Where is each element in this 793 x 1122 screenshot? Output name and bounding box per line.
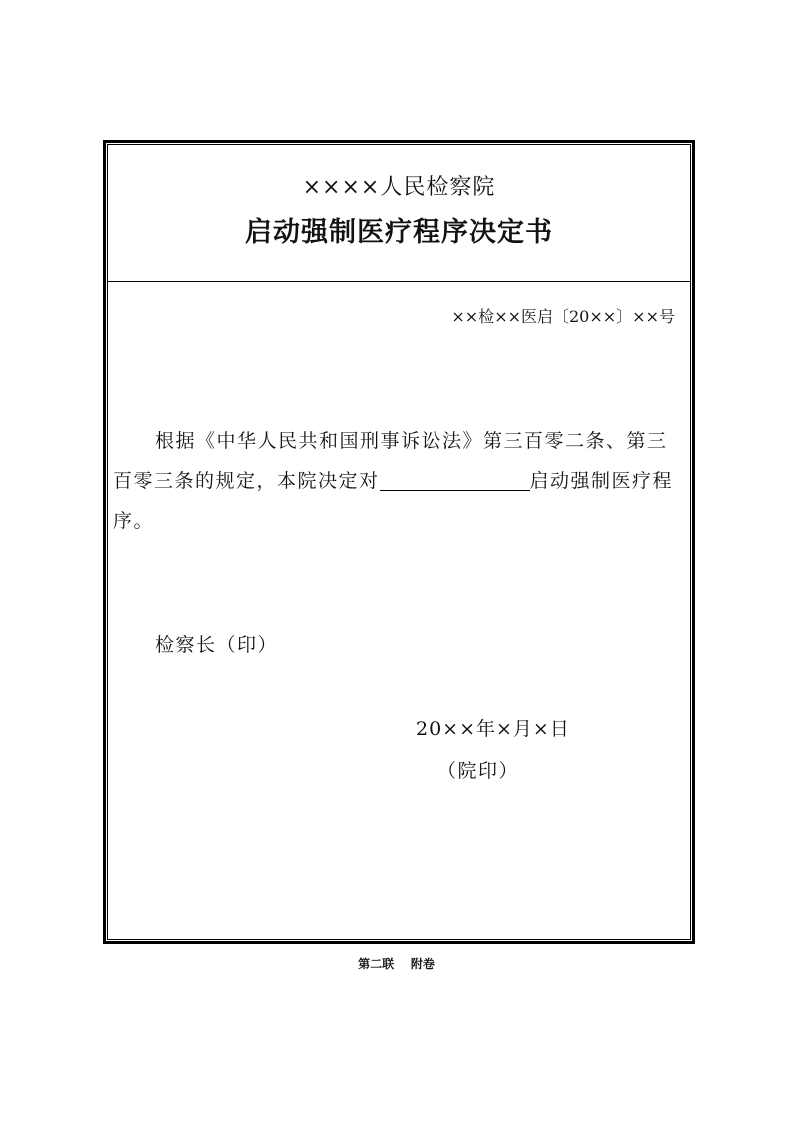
body-line-3: 序。 <box>113 510 155 532</box>
document-inner-border <box>107 144 691 940</box>
document-number: ××检××医启〔20××〕××号 <box>451 307 675 326</box>
body-line-1: 根据《中华人民共和国刑事诉讼法》第三百零二条、第三 <box>155 430 668 452</box>
court-seal-label: （院印） <box>437 760 520 782</box>
subject-name-blank <box>380 468 530 491</box>
copy-footer: 第二联 附卷 <box>358 957 435 971</box>
decision-body <box>113 421 687 541</box>
organization-title: ××××人民检察院 <box>302 175 496 200</box>
decision-date: 20××年×月×日 <box>416 718 570 740</box>
document-title: 启动强制医疗程序决定书 <box>245 217 553 248</box>
header-divider <box>107 281 691 282</box>
body-line-2-end: 启动强制医疗程 <box>529 470 674 492</box>
body-line-2-start: 百零三条的规定，本院决定对 <box>113 470 380 492</box>
chief-prosecutor-signature: 检察长（印） <box>155 634 279 656</box>
body-line-2 <box>113 461 687 501</box>
